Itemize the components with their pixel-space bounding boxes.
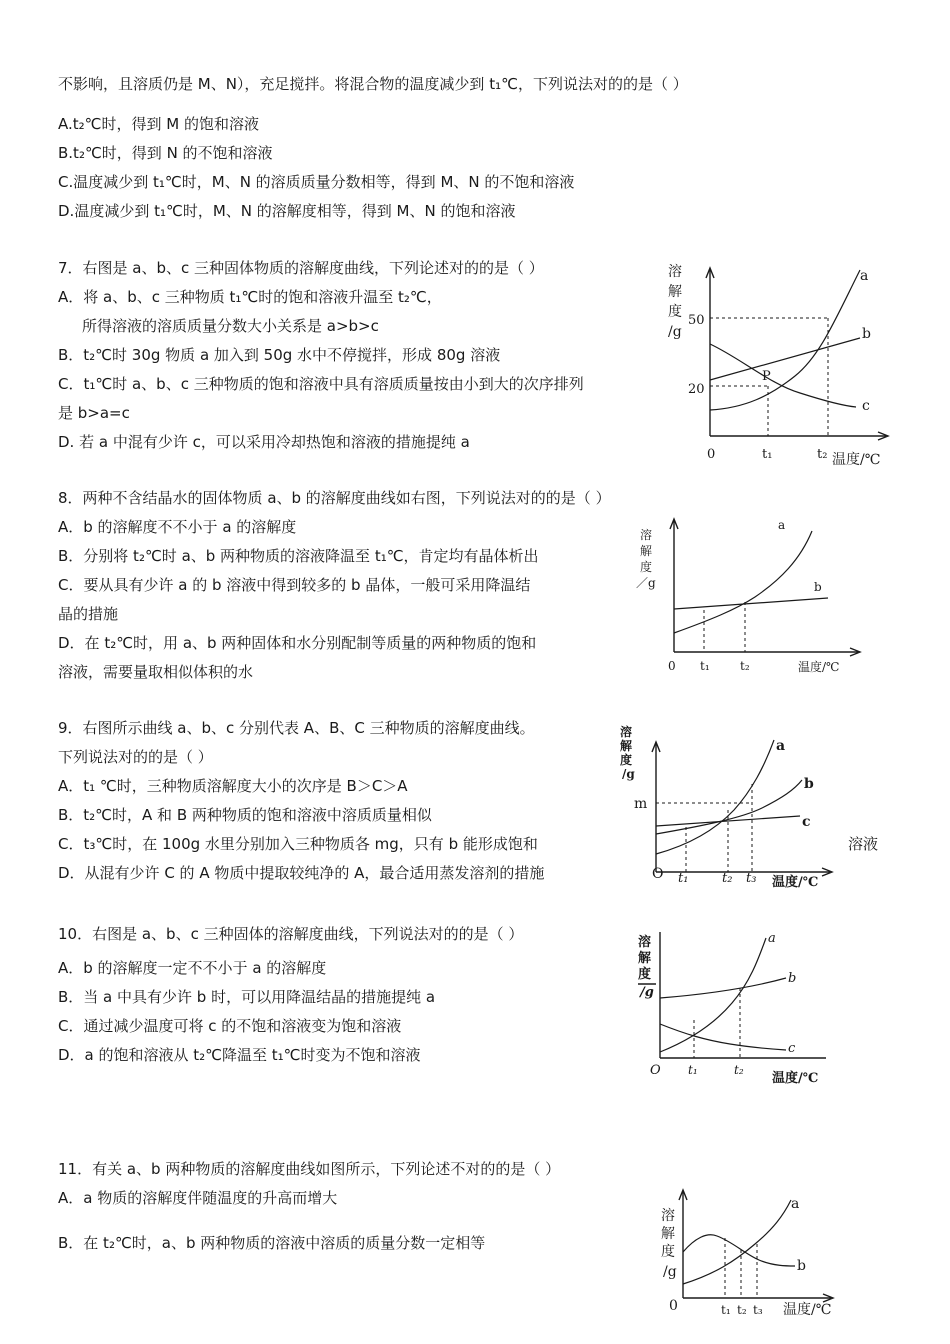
q9-curve-a xyxy=(656,740,774,854)
q8-option-c-line2: 晶的措施 xyxy=(58,605,119,623)
q9-ylabel-2: 解 xyxy=(620,739,633,753)
q7-curve-b xyxy=(710,338,860,380)
q8-option-d-line1: D．在 t₂℃时，用 a、b 两种固体和水分别配制等质量的两种物质的饱和 xyxy=(58,634,537,652)
q10-option-c: C．通过减少温度可将 c 的不饱和溶液变为饱和溶液 xyxy=(58,1017,402,1035)
q10-t1-label: t₁ xyxy=(688,1063,698,1077)
q9-curve-b xyxy=(656,780,802,834)
q8-ylabel-3: 度 xyxy=(640,560,653,574)
q7-label-a: a xyxy=(860,268,869,284)
q6-option-d: D.温度减少到 t₁℃时，M、N 的溶解度相等，得到 M、N 的饱和溶液 xyxy=(58,202,516,220)
q8-ylabel-1: 溶 xyxy=(640,528,653,542)
q9-m-label: m xyxy=(634,796,648,812)
q11-t1-label: t₁ xyxy=(721,1303,731,1317)
q9-option-b: B．t₂℃时，A 和 B 两种物质的饱和溶液中溶质质量相似 xyxy=(58,806,432,824)
q7-option-a-line1: A．将 a、b、c 三种物质 t₁℃时的饱和溶液升温至 t₂℃， xyxy=(58,288,442,306)
q9-solubility-figure xyxy=(612,722,847,892)
q7-option-d: D. 若 a 中混有少许 c，可以采用冷却热饱和溶液的措施提纯 a xyxy=(58,433,470,451)
q9-t1-label: t₁ xyxy=(678,871,689,886)
q7-label-b: b xyxy=(862,326,871,342)
q10-option-a: A．b 的溶解度一定不不小于 a 的溶解度 xyxy=(58,959,327,977)
q9-origin: O xyxy=(652,866,664,882)
q9-ylabel-1: 溶 xyxy=(620,725,633,739)
q7-curve-a xyxy=(710,270,860,410)
q11-ylabel-2: 解 xyxy=(661,1226,675,1242)
q7-solubility-figure xyxy=(660,258,895,473)
q9-t2-label: t₂ xyxy=(722,871,733,886)
q11-x-label: 温度/℃ xyxy=(783,1302,832,1318)
q10-x-label: 温度/℃ xyxy=(772,1071,819,1086)
q11-t2-label: t₂ xyxy=(737,1303,747,1317)
q8-option-d-line2: 溶液，需要量取相似体积的水 xyxy=(58,663,254,681)
q11-curve-b xyxy=(683,1235,795,1266)
q7-ylabel-2: 解 xyxy=(668,284,682,300)
q9-option-d: D．从混有少许 C 的 A 物质中提取较纯净的 A，最合适用蒸发溶剂的措施 xyxy=(58,864,545,882)
q9-stem-line1: 9．右图所示曲线 a、b、c 分别代表 A、B、C 三种物质的溶解度曲线。 xyxy=(58,719,535,737)
q7-option-a-line2: 所得溶液的溶质质量分数大小关系是 a>b>c xyxy=(82,317,379,335)
q9-option-c-tail: 溶液 xyxy=(848,835,879,853)
q10-option-b: B．当 a 中具有少许 b 时，可以用降温结晶的措施提纯 a xyxy=(58,988,436,1006)
q10-origin: O xyxy=(650,1063,661,1078)
q9-option-a: A．t₁ ℃时，三种物质溶解度大小的次序是 B＞C＞A xyxy=(58,777,408,795)
q11-ylabel-3: 度 xyxy=(661,1244,675,1260)
q10-option-d: D．a 的饱和溶液从 t₂℃降温至 t₁℃时变为不饱和溶液 xyxy=(58,1046,421,1064)
q10-ylabel-4: /g xyxy=(640,985,654,1000)
q7-t1-label: t₁ xyxy=(762,447,773,462)
q8-label-a: a xyxy=(778,518,786,532)
q7-option-c-line2: 是 b>a=c xyxy=(58,404,130,422)
q10-label-a: a xyxy=(768,931,776,946)
q11-curve-a xyxy=(683,1200,791,1284)
q11-solubility-figure xyxy=(655,1186,860,1336)
q7-curve-c xyxy=(710,344,856,407)
q7-ylabel-3: 度 xyxy=(668,304,682,320)
q8-ylabel-2: 解 xyxy=(640,544,653,558)
q9-label-c: c xyxy=(802,814,811,830)
q7-x-label: 温度/℃ xyxy=(832,452,881,468)
q8-option-c-line1: C．要从具有少许 a 的 b 溶液中得到较多的 b 晶体，一般可采用降温结 xyxy=(58,576,531,594)
q6-option-a: A.t₂℃时，得到 M 的饱和溶液 xyxy=(58,115,259,133)
q7-origin: 0 xyxy=(707,447,716,462)
q7-point-p: P xyxy=(762,369,771,384)
q11-label-a: a xyxy=(791,1196,800,1212)
q11-stem: 11．有关 a、b 两种物质的溶解度曲线如图所示，下列论述不对的的是（ ） xyxy=(58,1160,561,1178)
q10-curve-c xyxy=(660,1024,786,1050)
q8-option-b: B．分别将 t₂℃时 a、b 两种物质的溶液降温至 t₁℃，肯定均有晶体析出 xyxy=(58,547,539,565)
q7-stem: 7．右图是 a、b、c 三种固体物质的溶解度曲线，下列论述对的的是（ ） xyxy=(58,259,544,277)
q8-origin: 0 xyxy=(668,659,676,673)
q10-label-c: c xyxy=(788,1041,796,1056)
q10-t2-label: t₂ xyxy=(734,1063,744,1077)
q10-stem: 10．右图是 a、b、c 三种固体的溶解度曲线，下列说法对的的是（ ） xyxy=(58,925,524,943)
q8-option-a: A．b 的溶解度不不小于 a 的溶解度 xyxy=(58,518,297,536)
q9-option-c: C．t₃℃时，在 100g 水里分别加入三种物质各 mg，只有 b 能形成饱和 xyxy=(58,835,538,853)
q7-label-c: c xyxy=(862,398,870,414)
q7-y-tick-20: 20 xyxy=(688,382,705,397)
q10-ylabel-3: 度 xyxy=(638,967,652,982)
q9-ylabel-3: 度 xyxy=(620,753,633,767)
q8-ylabel-4: ／g xyxy=(636,576,656,590)
q11-ylabel-1: 溶 xyxy=(661,1208,675,1224)
q8-solubility-figure xyxy=(630,515,865,680)
q10-curve-a xyxy=(660,938,766,1052)
q9-x-label: 温度/℃ xyxy=(772,875,819,890)
q9-t3-label: t₃ xyxy=(746,871,757,886)
q10-curve-b xyxy=(660,978,786,998)
q7-t2-label: t₂ xyxy=(817,447,828,462)
q9-label-b: b xyxy=(804,776,814,792)
q7-y-tick-50: 50 xyxy=(688,313,705,328)
q9-label-a: a xyxy=(776,738,786,754)
q10-ylabel-1: 溶 xyxy=(638,935,652,950)
q6-option-c: C.温度减少到 t₁℃时，M、N 的溶质质量分数相等，得到 M、N 的不饱和溶液 xyxy=(58,173,575,191)
q7-ylabel-1: 溶 xyxy=(668,264,682,280)
q6-intro: 不影响，且溶质仍是 M、N），充足搅拌。将混合物的温度减少到 t₁℃，下列说法对的的是（ ） xyxy=(58,75,688,93)
q10-ylabel-2: 解 xyxy=(638,951,652,966)
q6-option-b: B.t₂℃时，得到 N 的不饱和溶液 xyxy=(58,144,273,162)
q11-t3-label: t₃ xyxy=(753,1303,763,1317)
q8-x-label: 温度/℃ xyxy=(798,660,840,674)
q7-option-c-line1: C．t₁℃时 a、b、c 三种物质的饱和溶液中具有溶质质量按由小到大的次序排列 xyxy=(58,375,584,393)
q8-t2-label: t₂ xyxy=(740,659,750,673)
q7-ylabel-4: /g xyxy=(668,324,682,340)
q8-stem: 8．两种不含结晶水的固体物质 a、b 的溶解度曲线如右图，下列说法对的的是（ ） xyxy=(58,489,611,507)
q8-label-b: b xyxy=(814,580,822,594)
q11-label-b: b xyxy=(797,1258,806,1274)
q10-solubility-figure xyxy=(630,928,860,1093)
q7-option-b: B．t₂℃时 30g 物质 a 加入到 50g 水中不停搅拌，形成 80g 溶液 xyxy=(58,346,501,364)
q11-option-b: B．在 t₂℃时，a、b 两种物质的溶液中溶质的质量分数一定相等 xyxy=(58,1234,486,1252)
q9-stem-line2: 下列说法对的的是（ ） xyxy=(58,748,213,766)
q8-t1-label: t₁ xyxy=(700,659,710,673)
q11-option-a: A．a 物质的溶解度伴随温度的升高而增大 xyxy=(58,1189,338,1207)
q8-curve-a xyxy=(674,531,812,633)
q11-ylabel-4: /g xyxy=(663,1264,677,1280)
q9-ylabel-4: /g xyxy=(622,767,635,781)
q11-origin: 0 xyxy=(669,1298,678,1314)
q10-label-b: b xyxy=(788,971,797,986)
